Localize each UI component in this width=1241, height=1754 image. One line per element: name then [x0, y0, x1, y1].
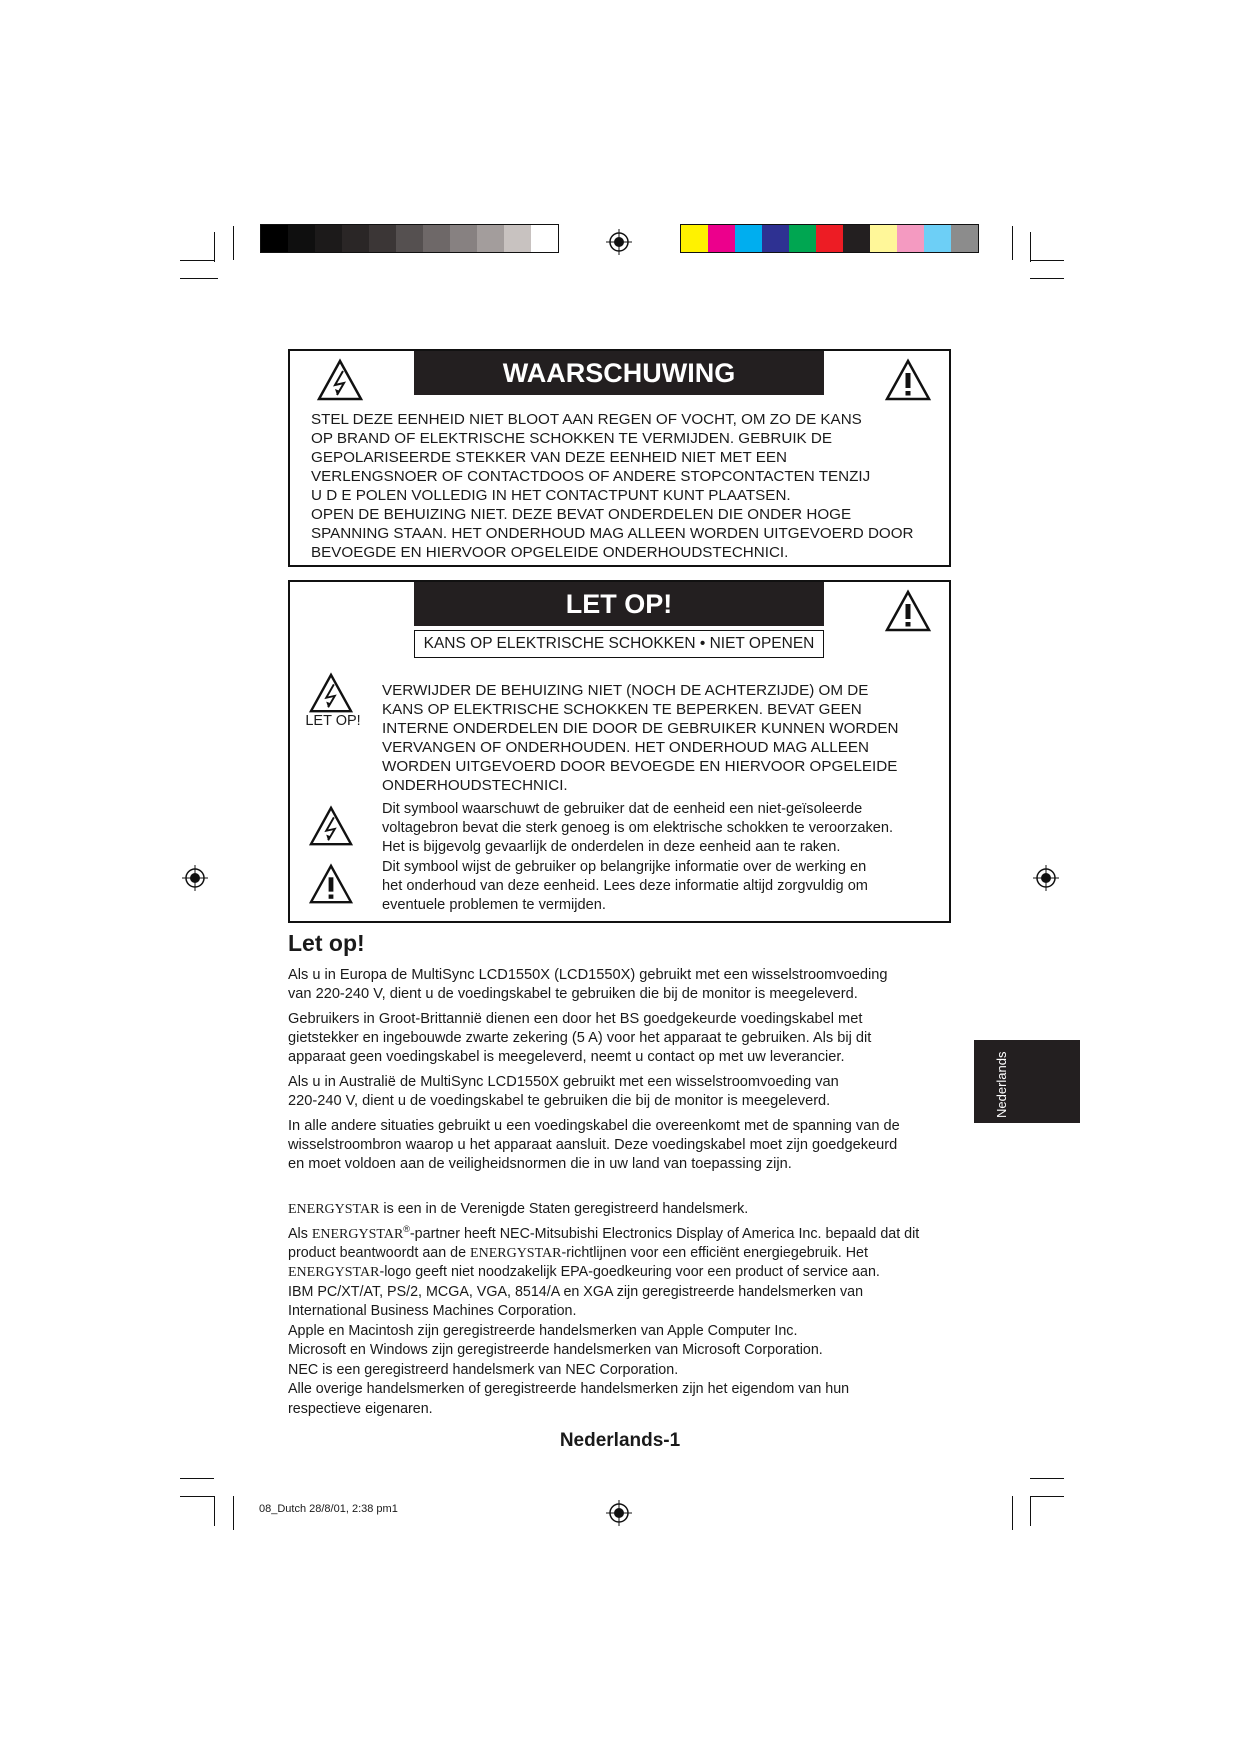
registration-mark-icon [606, 229, 632, 255]
color-swatch [924, 225, 951, 252]
trademark-text: product beantwoordt aan de [288, 1244, 471, 1261]
trademark-line: International Business Machines Corporation. [288, 1303, 577, 1320]
paragraph-line: In alle andere situaties gebruikt u een voedingskabel die overeenkomt met de spanning van de [288, 1118, 900, 1134]
electric-shock-warning-icon [308, 805, 354, 847]
info-line: Dit symbool wijst de gebruiker op belangrijke informatie over de werking en [382, 859, 867, 875]
color-swatch [816, 225, 843, 252]
warning-box [288, 349, 951, 567]
paragraph-line: gietstekker en ingebouwde zwarte zekering (5 A) voor het apparaat te gebruiken. Als bij dit [288, 1030, 872, 1046]
voltage-symbol-text [382, 800, 942, 857]
crop-line [233, 226, 234, 260]
caution-subtitle: KANS OP ELEKTRISCHE SCHOKKEN • NIET OPENEN [414, 630, 824, 658]
energy-star-mark: ENERGYSTAR [288, 1265, 380, 1281]
caution-main-text [382, 681, 942, 795]
energy-star-mark: ENERGYSTAR [311, 1226, 404, 1242]
warning-line: STEL DEZE EENHEID NIET BLOOT AAN REGEN OF VOCHT, OM ZO DE KANS [311, 411, 862, 428]
crop-line [1030, 260, 1064, 261]
color-swatch [735, 225, 762, 252]
trademark-text: is een in de Verenigde Staten geregistreerd handelsmerk. [379, 1201, 749, 1217]
warning-title: WAARSCHUWING [414, 351, 824, 395]
crop-line [1012, 1496, 1013, 1530]
color-swatch [897, 225, 924, 252]
trademark-line [288, 1200, 968, 1220]
language-tab-label: Nederlands [994, 1051, 1009, 1118]
paragraph-line: en moet voldoen aan de veiligheidsnormen die in uw land van toepassing zijn. [288, 1156, 792, 1172]
color-swatch [789, 225, 816, 252]
crop-line [180, 260, 214, 261]
print-slug: 08_Dutch 28/8/01, 2:38 pm1 [259, 1503, 398, 1515]
crop-line [214, 1496, 215, 1526]
paragraph-line: Als u in Australië de MultiSync LCD1550X gebruikt met een wisselstroomvoeding van [288, 1074, 839, 1090]
caution-line: ONDERHOUDSTECHNICI. [382, 777, 568, 794]
crop-line [1030, 1496, 1031, 1526]
color-swatch [342, 225, 369, 252]
trademark-line [288, 1220, 968, 1244]
color-swatch [450, 225, 477, 252]
info-symbol-text [382, 858, 942, 915]
paragraph-line: apparaat geen voedingskabel is meegeleverd, neemt u contact op met uw leverancier. [288, 1049, 845, 1065]
gray-calibration-strip [260, 224, 559, 253]
trademarks-block [288, 1200, 968, 1419]
warning-line: OPEN DE BEHUIZING NIET. DEZE BEVAT ONDERDELEN DIE ONDER HOGE [311, 506, 852, 523]
color-swatch [708, 225, 735, 252]
warning-text [311, 410, 941, 562]
crop-line [180, 1496, 214, 1497]
crop-line [1030, 1496, 1064, 1497]
trademark-text: Als [288, 1225, 312, 1242]
caution-box [288, 580, 951, 923]
color-swatch [477, 225, 504, 252]
caution-line: VERVANGEN OF ONDERHOUDEN. HET ONDERHOUD MAG ALLEEN [382, 739, 869, 756]
info-line: het onderhoud van deze eenheid. Lees deze informatie altijd zorgvuldig om [382, 878, 868, 894]
crop-line [233, 1496, 234, 1530]
trademark-line: Microsoft en Windows zijn geregistreerde handelsmerken van Microsoft Corporation. [288, 1342, 823, 1359]
caution-icon-label: LET OP! [305, 713, 361, 729]
crop-line [1012, 226, 1013, 260]
paragraph-line: wisselstroombron waarop u het apparaat aansluit. Deze voedingskabel moet zijn goedgekeurd [288, 1137, 898, 1153]
color-swatch [423, 225, 450, 252]
color-swatch [369, 225, 396, 252]
trademark-line: respectieve eigenaren. [288, 1400, 433, 1417]
color-swatch [870, 225, 897, 252]
paragraph-line: 220-240 V, dient u de voedingskabel te gebruiken die bij de monitor is meegeleverd. [288, 1093, 831, 1109]
color-swatch [531, 225, 558, 252]
paragraph [288, 1073, 948, 1111]
trademark-text: -richtlijnen voor een efficiënt energiegebruik. Het [561, 1244, 868, 1261]
registration-mark-icon [182, 865, 208, 891]
info-line: eventuele problemen te vermijden. [382, 897, 606, 913]
exclamation-warning-icon [884, 358, 932, 402]
trademark-line [288, 1244, 968, 1264]
trademark-text: -logo geeft niet noodzakelijk EPA-goedkeuring voor een product of service aan. [379, 1264, 880, 1281]
warning-line: BEVOEGDE EN HIERVOOR OPGELEIDE ONDERHOUDSTECHNICI. [311, 544, 789, 561]
crop-line [180, 278, 218, 279]
color-swatch [315, 225, 342, 252]
caution-line: INTERNE ONDERDELEN DIE DOOR DE GEBRUIKER KUNNEN WORDEN [382, 720, 899, 737]
voltage-line: Het is bijgevolg gevaarlijk de onderdelen in deze eenheid aan te raken. [382, 839, 841, 855]
color-swatch [396, 225, 423, 252]
color-swatch [681, 225, 708, 252]
color-calibration-strip [680, 224, 979, 253]
trademark-line: Alle overige handelsmerken of geregistreerde handelsmerken zijn het eigendom van hun [288, 1381, 850, 1398]
exclamation-warning-icon [884, 589, 932, 633]
registered-mark: ® [403, 1223, 410, 1234]
color-swatch [951, 225, 978, 252]
paragraph [288, 1010, 948, 1067]
color-swatch [504, 225, 531, 252]
trademark-line [288, 1263, 968, 1283]
voltage-line: voltagebron bevat die sterk genoeg is om elektrische schokken te veroorzaken. [382, 820, 894, 836]
energy-star-mark: ENERGYSTAR [470, 1245, 562, 1261]
warning-line: VERLENGSNOER OF CONTACTDOOS OF ANDERE STOPCONTACTEN TENZIJ [311, 468, 871, 485]
paragraph [288, 966, 948, 1004]
registration-mark-icon [1033, 865, 1059, 891]
exclamation-warning-icon [308, 863, 354, 905]
electric-shock-warning-icon [308, 672, 354, 714]
caution-line: WORDEN UITGEVOERD DOOR BEVOEGDE EN HIERVOOR OPGELEIDE [382, 758, 898, 775]
paragraph-line: Als u in Europa de MultiSync LCD1550X (LCD1550X) gebruikt met een wisselstroomvoeding [288, 967, 888, 983]
paragraph-line: Gebruikers in Groot-Brittannië dienen een door het BS goedgekeurde voedingskabel met [288, 1011, 863, 1027]
crop-line [214, 232, 215, 262]
electric-shock-warning-icon [316, 358, 364, 402]
crop-line [180, 1478, 214, 1479]
trademark-line: IBM PC/XT/AT, PS/2, MCGA, VGA, 8514/A en XGA zijn geregistreerde handelsmerken van [288, 1283, 864, 1300]
language-tab [974, 1040, 1080, 1123]
warning-line: OP BRAND OF ELEKTRISCHE SCHOKKEN TE VERMIJDEN. GEBRUIK DE [311, 430, 832, 447]
crop-line [1030, 278, 1064, 279]
registration-mark-icon [606, 1500, 632, 1526]
page-number: Nederlands-1 [559, 1430, 681, 1451]
warning-line: SPANNING STAAN. HET ONDERHOUD MAG ALLEEN WORDEN UITGEVOERD DOOR [311, 525, 914, 542]
section-heading: Let op! [288, 930, 365, 956]
voltage-line: Dit symbool waarschuwt de gebruiker dat de eenheid een niet-geïsoleerde [382, 801, 863, 817]
energy-star-mark: ENERGYSTAR [288, 1202, 380, 1217]
color-swatch [261, 225, 288, 252]
paragraph [288, 1117, 958, 1174]
color-swatch [288, 225, 315, 252]
trademark-line: NEC is een geregistreerd handelsmerk van NEC Corporation. [288, 1361, 679, 1378]
paragraph-line: van 220-240 V, dient u de voedingskabel te gebruiken die bij de monitor is meegeleverd. [288, 986, 858, 1002]
crop-line [1030, 1478, 1064, 1479]
caution-title: LET OP! [414, 582, 824, 626]
caution-line: KANS OP ELEKTRISCHE SCHOKKEN TE BEPERKEN. BEVAT GEEN [382, 701, 862, 718]
warning-line: GEPOLARISEERDE STEKKER VAN DEZE EENHEID NIET MET EEN [311, 449, 787, 466]
color-swatch [762, 225, 789, 252]
trademark-text: -partner heeft NEC-Mitsubishi Electronics Display of America Inc. bepaald dat dit [409, 1225, 920, 1242]
warning-line: U D E POLEN VOLLEDIG IN HET CONTACTPUNT KUNT PLAATSEN. [311, 487, 791, 504]
caution-line: VERWIJDER DE BEHUIZING NIET (NOCH DE ACHTERZIJDE) OM DE [382, 682, 869, 699]
crop-line [1030, 232, 1031, 262]
trademark-line: Apple en Macintosh zijn geregistreerde handelsmerken van Apple Computer Inc. [288, 1322, 798, 1339]
color-swatch [843, 225, 870, 252]
